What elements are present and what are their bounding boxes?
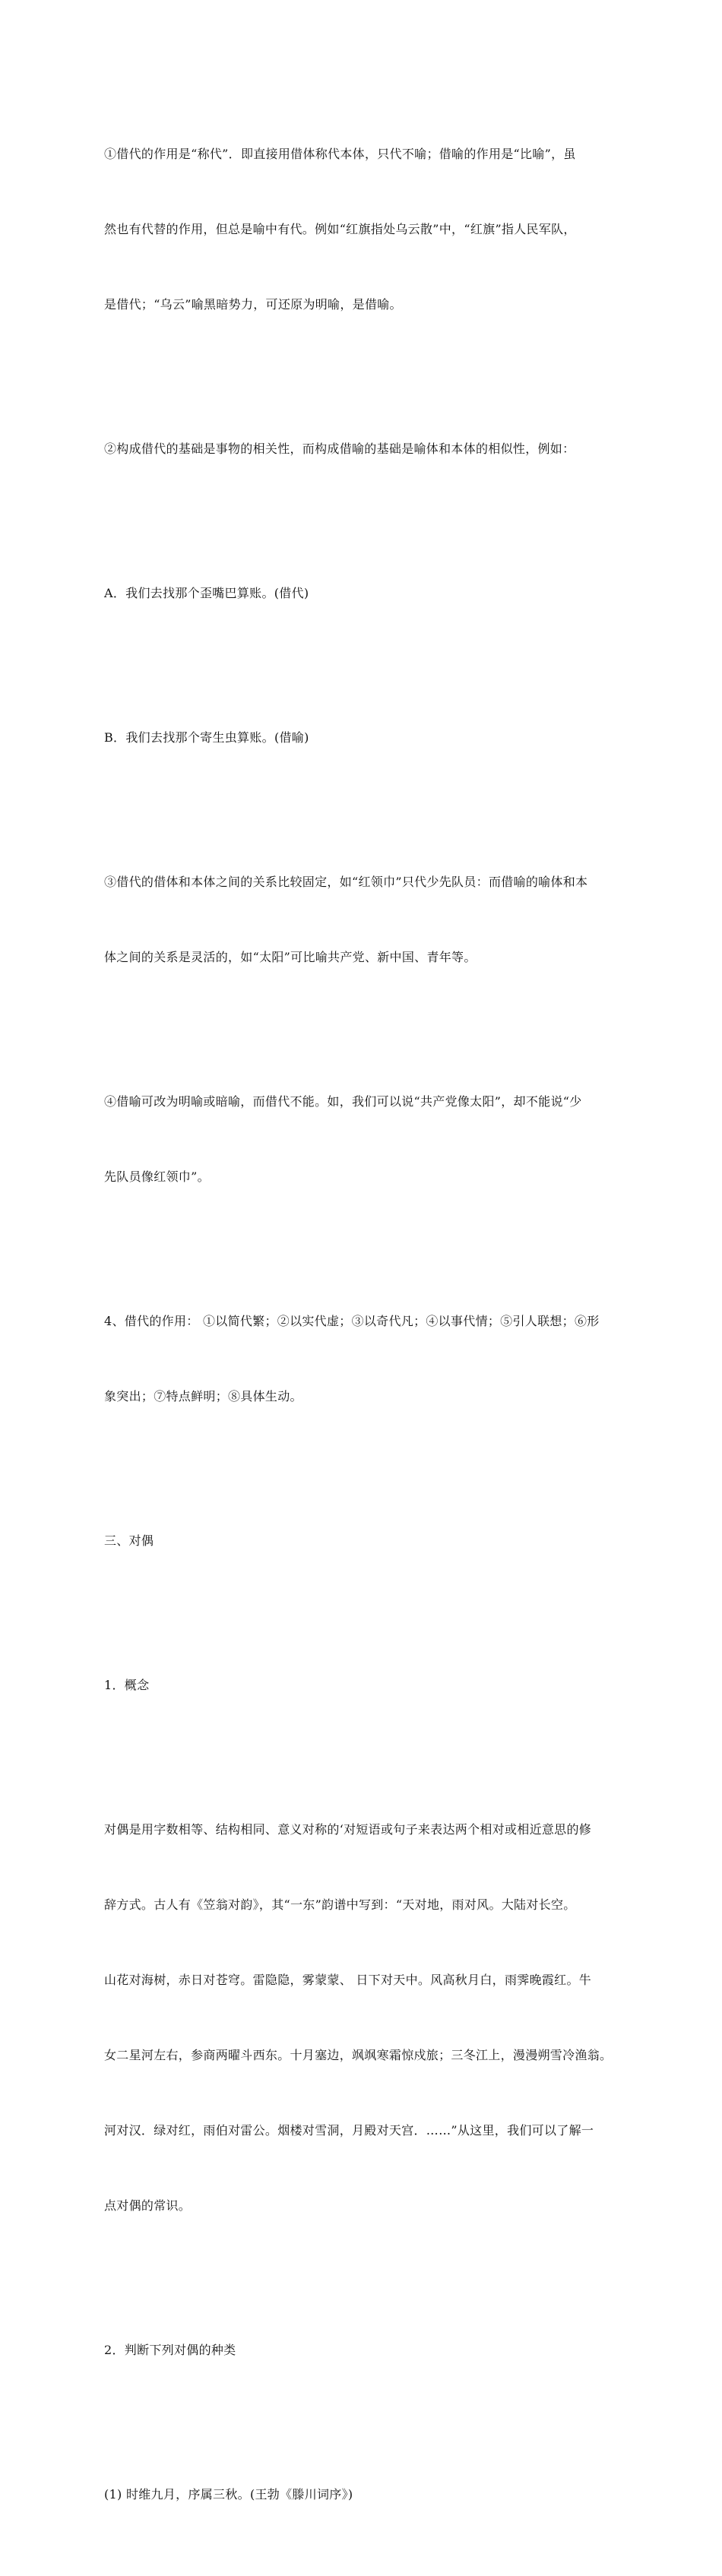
text-line: (1) 时维九月，序属三秋。(王勃《滕川词序》) <box>104 2487 353 2502</box>
text-line: A．我们去找那个歪嘴巴算账。(借代) <box>104 586 309 600</box>
paragraph-duiou-definition <box>104 1767 621 2268</box>
heading-text: 1．概念 <box>104 1678 150 1692</box>
section-heading-duiou <box>104 1478 621 1603</box>
paragraph-jiedai-function <box>104 91 621 367</box>
heading-text: 三、对偶 <box>104 1533 154 1548</box>
paragraph-jiedai-effects <box>104 1258 621 1459</box>
text-line: ①借代的作用是“称代”．即直接用借体称代本体，只代不喻；借喻的作用是“比喻”，虽 <box>104 147 576 161</box>
document-body <box>104 91 621 2576</box>
text-line: 4、借代的作用： ①以简代繁；②以实代虚；③以奇代凡；④以事代情；⑤引人联想；⑥形 <box>104 1314 600 1328</box>
paragraph-example-b <box>104 675 621 800</box>
text-line: ②构成借代的基础是事物的相关性，而构成借喻的基础是喻体和本体的相似性，例如： <box>104 441 575 456</box>
paragraph-jiedai-basis <box>104 386 621 511</box>
text-line: 女二星河左右，参商两曜斗西东。十月塞边，飒飒寒霜惊戍旅；三冬江上，漫漫朔雪冷渔翁。 <box>104 2048 613 2062</box>
text-line: 点对偶的常识。 <box>104 2198 192 2213</box>
subheading-concept <box>104 1622 621 1748</box>
text-line: ③借代的借体和本体之间的关系比较固定，如“红领巾”只代少先队员：而借喻的喻体和本 <box>104 875 588 889</box>
exercise-item-1 <box>104 2432 621 2557</box>
paragraph-jieyu-conversion <box>104 1039 621 1239</box>
text-line: 体之间的关系是灵活的，如“太阳”可比喻共产党、新中国、青年等。 <box>104 950 477 964</box>
text-line: B．我们去找那个寄生虫算账。(借喻) <box>104 730 309 745</box>
text-line: ④借喻可改为明喻或暗喻，而借代不能。如，我们可以说“共产党像太阳”，却不能说“少 <box>104 1094 582 1109</box>
text-line: 河对汉．绿对红，雨伯对雷公。烟楼对雪洞，月殿对天宫．……”从这里，我们可以了解一 <box>104 2123 594 2138</box>
subheading-classify <box>104 2287 621 2413</box>
text-line: 对偶是用字数相等、结构相同、意义对称的‘对短语或句子来表达两个相对或相近意思的修 <box>104 1822 592 1837</box>
text-line: 先队员像红领巾”。 <box>104 1169 210 1184</box>
heading-text: 2．判断下列对偶的种类 <box>104 2343 236 2357</box>
text-line: 辞方式。古人有《笠翁对韵》，其“一东”韵谱中写到：“天对地，雨对风。大陆对长空。 <box>104 1897 576 1912</box>
paragraph-jiedai-relation <box>104 819 621 1020</box>
text-line: 然也有代替的作用，但总是喻中有代。例如“红旗指处乌云散”中，“红旗”指人民军队， <box>104 222 576 236</box>
text-line: 山花对海树，赤日对苍穹。雷隐隐，雾蒙蒙、 日下对天中。风高秋月白，雨霁晚霞红。牛 <box>104 1973 592 1987</box>
text-line: 是借代；“乌云”喻黑暗势力，可还原为明喻，是借喻。 <box>104 297 402 312</box>
text-line: 象突出；⑦特点鲜明；⑧具体生动。 <box>104 1389 302 1404</box>
paragraph-example-a <box>104 530 621 656</box>
